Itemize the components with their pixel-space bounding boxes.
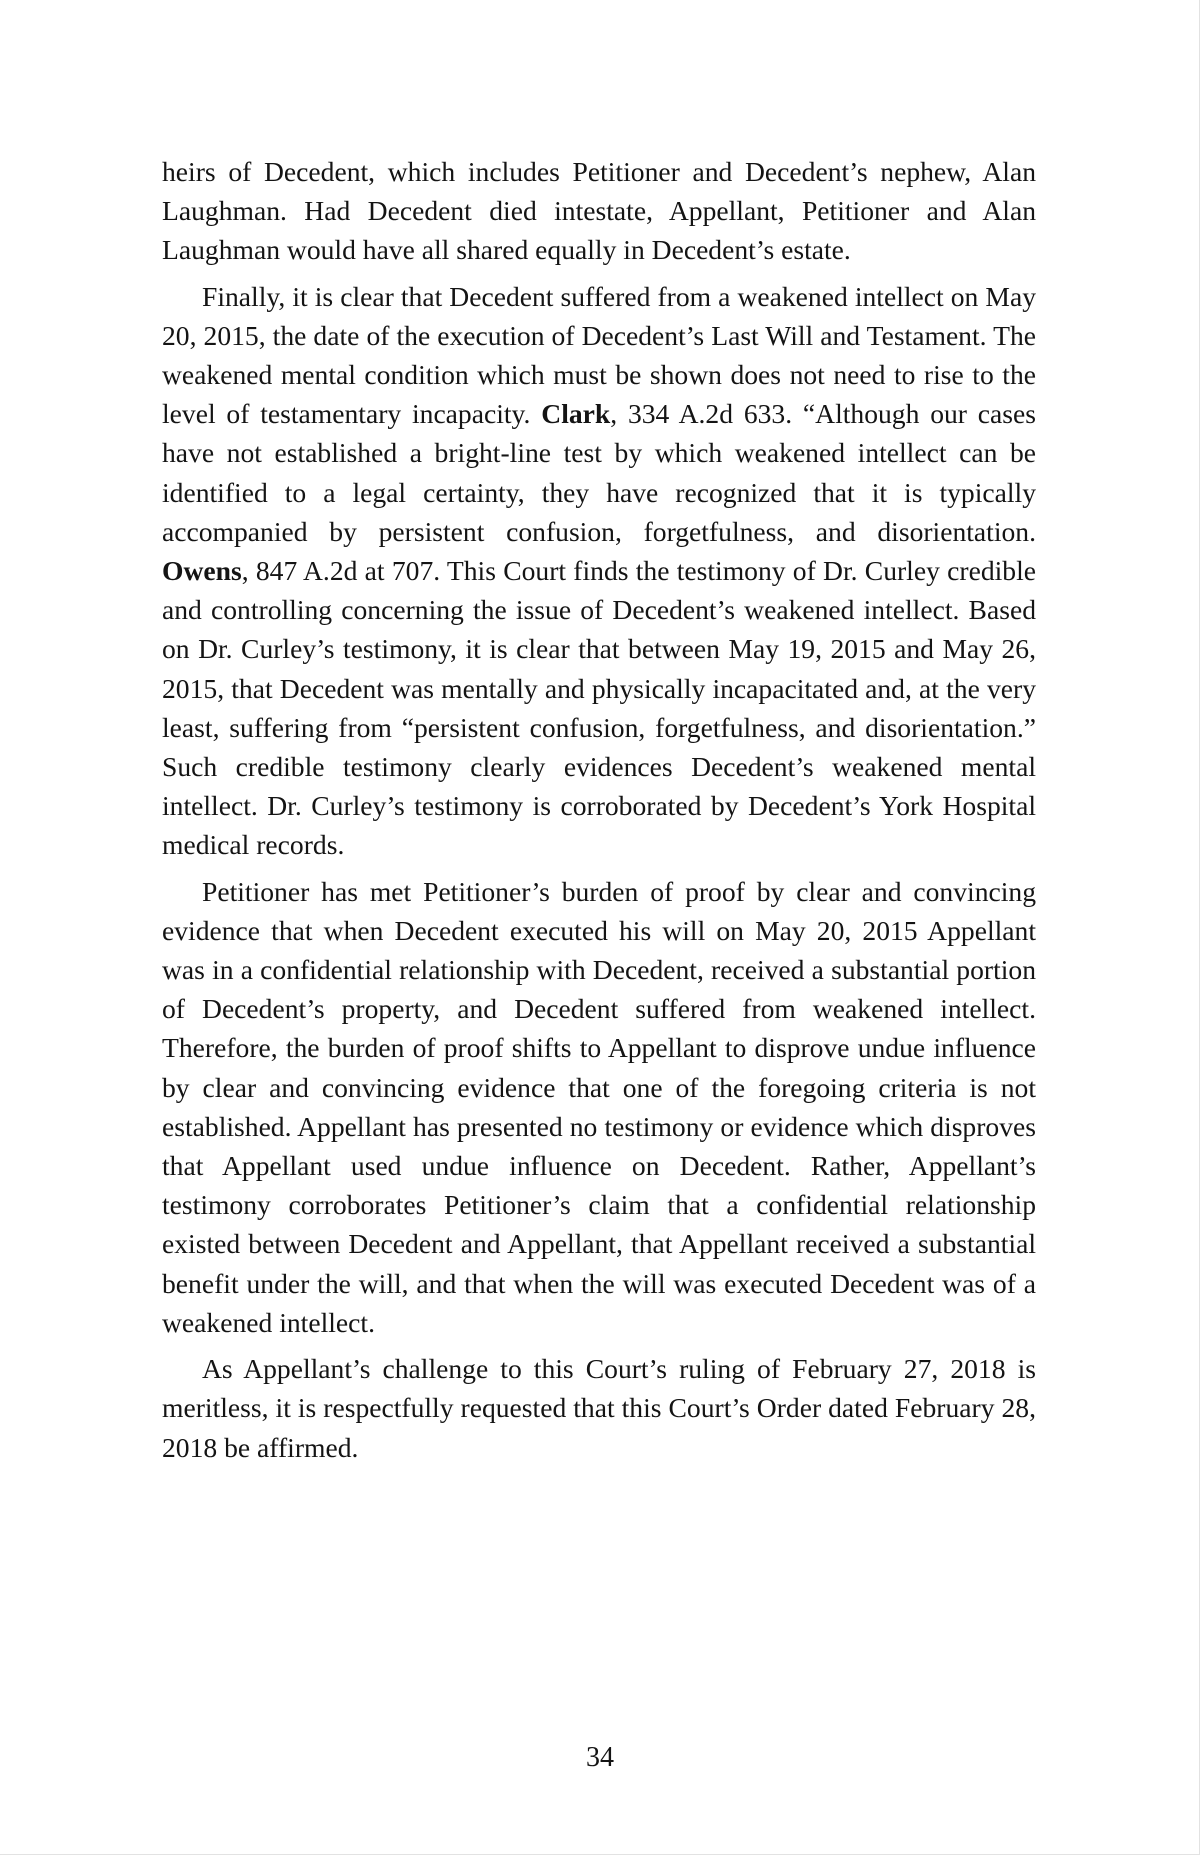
page-number: 34: [586, 1742, 614, 1773]
paragraph-heirs: [162, 152, 1036, 270]
paragraph-text: Petitioner has met Petitioner’s burden of proof by clear and convincing evidence that when Decedent executed his will on May 20, 2015 Appellant was in a confidential relationship with Decedent, received a substantial portion of Decedent’s property, and Decedent suffered from weakened intellect. Therefore, the burden of proof shifts to Appellant to disprove undue influence by clear and convincing evidence that one of the foregoing criteria is not established. Appellant has presented no testimony or evidence which disproves that Appellant used undue influence on Decedent. Rather, Appellant’s testimony corroborates Petitioner’s claim that a confidential relationship existed between Decedent and Appellant, that Appellant received a substantial benefit under the will, and that when the will was executed Decedent was of a weakened intellect.: [162, 875, 1036, 1338]
paragraph-text: heirs of Decedent, which includes Petitioner and Decedent’s nephew, Alan Laughman. Had Decedent died intestate, Appellant, Petitioner and Alan Laughman would have all shared equally in Decedent’s estate.: [162, 156, 1036, 266]
paragraph-text: , 334 A.2d 633. “Although our cases have not established a bright-line test by which weakened intellect can be identified to a legal certainty, they have recognized that it is typically accompanied by persistent confusion, forgetfulness, and disorientation.: [162, 398, 1036, 547]
paragraph-burden-of-proof: [162, 872, 1036, 1342]
paragraph-text: Finally, it is clear that Decedent suffered from a weakened intellect on May 20, 2015, the date of the execution of Decedent’s Last Will and Testament. The weakened mental condition which must be shown does not need to rise to the level of testamentary incapacity.: [162, 280, 1036, 430]
paragraph-text: As Appellant’s challenge to this Court’s ruling of February 27, 2018 is meritless, it is respectfully requested that this Court’s Order dated February 28, 2018 be affirmed.: [162, 1353, 1036, 1463]
case-citation-owens: Owens: [162, 555, 242, 587]
body-text: [162, 152, 1036, 1474]
case-citation-clark: Clark: [541, 398, 611, 430]
paragraph-weakened-intellect: [162, 277, 1036, 865]
paragraph-conclusion: [162, 1349, 1036, 1467]
paragraph-text: , 847 A.2d at 707. This Court finds the testimony of Dr. Curley credible and controlling concerning the issue of Decedent’s weakened intellect. Based on Dr. Curley’s testimony, it is clear that between May 19, 2015 and May 26, 2015, that Decedent was mentally and physically incapacitated and, at the very least, suffering from “persistent confusion, forgetfulness, and disorientation.” Such credible testimony clearly evidences Decedent’s weakened mental intellect. Dr. Curley’s testimony is corroborated by Decedent’s York Hospital medical records.: [162, 555, 1036, 861]
